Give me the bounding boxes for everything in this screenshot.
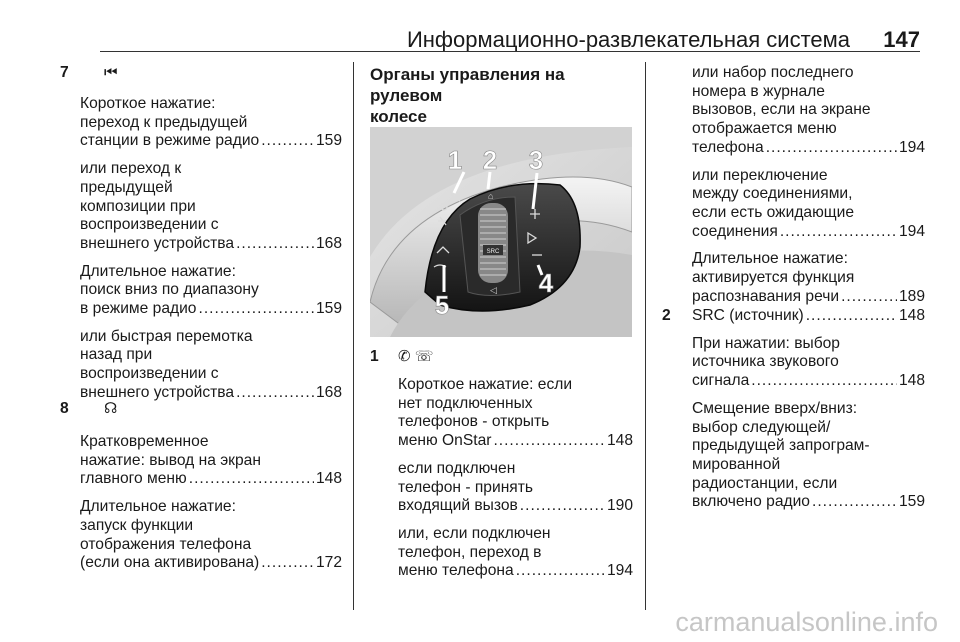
page-reference bbox=[398, 432, 633, 451]
ref-page: 148 bbox=[315, 470, 342, 488]
leader-dots bbox=[751, 372, 897, 391]
page-reference bbox=[80, 235, 342, 254]
callout-1: 1 bbox=[447, 145, 463, 175]
ref-text: внешнего устройства bbox=[80, 383, 235, 401]
leader-dots bbox=[806, 307, 897, 326]
item-number: 8 bbox=[60, 400, 69, 417]
voice-command-icon: ☊ bbox=[104, 400, 118, 417]
text-line: телефон, переход в bbox=[398, 543, 542, 561]
item-number: 7 bbox=[60, 64, 69, 81]
svg-text:◁: ◁ bbox=[490, 285, 497, 295]
ref-text: сигнала bbox=[692, 372, 750, 390]
ref-text: входящий вызов bbox=[398, 497, 518, 515]
ref-page: 148 bbox=[898, 372, 925, 390]
text-line: нет подключенных bbox=[398, 394, 533, 412]
ref-text: главного меню bbox=[80, 470, 187, 488]
page-reference bbox=[692, 372, 925, 391]
ref-text: меню телефона bbox=[398, 562, 514, 580]
text-line: телефонов - открыть bbox=[398, 413, 550, 431]
page-reference bbox=[692, 493, 925, 512]
ref-page: 159 bbox=[898, 493, 925, 511]
callout-3: 3 bbox=[528, 145, 544, 175]
text-line: или быстрая перемотка bbox=[80, 327, 253, 345]
chapter-title: Информационно-развлекательная система bbox=[406, 27, 850, 52]
item-7-description bbox=[80, 95, 342, 403]
page-reference bbox=[692, 307, 925, 326]
phone-icon: ✆ ☏ bbox=[398, 348, 434, 365]
text-line: поиск вниз по диапазону bbox=[80, 281, 259, 299]
ref-text: SRC (источник) bbox=[692, 307, 804, 324]
text-line: предыдущей запрограм- bbox=[692, 437, 870, 455]
ref-page: 148 bbox=[898, 307, 925, 324]
text-line: отображается меню bbox=[692, 120, 837, 138]
steering-wheel-illustration bbox=[370, 127, 632, 337]
callout-5: 5 bbox=[434, 290, 450, 320]
ref-page: 168 bbox=[315, 383, 342, 401]
leader-dots bbox=[493, 432, 605, 451]
callout-2: 2 bbox=[482, 145, 498, 175]
text-line: номера в журнале bbox=[692, 82, 825, 100]
page-reference bbox=[80, 132, 342, 151]
text-line: композиции при bbox=[80, 197, 196, 215]
text-line: Короткое нажатие: если bbox=[398, 376, 573, 393]
text-line: или переход к bbox=[80, 160, 182, 178]
heading-line: Органы управления на рулевом bbox=[370, 65, 565, 105]
leader-dots bbox=[520, 497, 605, 516]
text-line: Длительное нажатие: bbox=[80, 498, 236, 516]
heading-line: колесе bbox=[370, 107, 427, 126]
ref-page: 148 bbox=[606, 432, 633, 450]
text-line: воспроизведении с bbox=[80, 365, 219, 383]
leader-dots bbox=[516, 562, 605, 581]
item-2-description bbox=[692, 307, 925, 512]
ref-page: 194 bbox=[898, 138, 925, 156]
text-line: если есть ожидающие bbox=[692, 203, 854, 221]
text-line: отображения телефона bbox=[80, 535, 252, 553]
text-line: предыдущей bbox=[80, 178, 173, 196]
ref-text: соединения bbox=[692, 222, 778, 240]
text-line: вызовов, если на экране bbox=[692, 101, 871, 119]
ref-page: 159 bbox=[315, 132, 342, 150]
section-heading bbox=[370, 64, 640, 127]
text-line: Длительное нажатие: bbox=[692, 250, 848, 268]
leader-dots bbox=[841, 288, 897, 307]
svg-text:SRC: SRC bbox=[486, 249, 500, 255]
text-line: Кратковременное bbox=[80, 433, 209, 450]
ref-page: 168 bbox=[315, 234, 342, 252]
leader-dots bbox=[261, 554, 314, 573]
text-line: нажатие: вывод на экран bbox=[80, 451, 261, 469]
leader-dots bbox=[236, 384, 314, 403]
column-divider bbox=[353, 62, 354, 610]
svg-text:⌂: ⌂ bbox=[488, 191, 494, 201]
ref-text: телефона bbox=[692, 138, 764, 156]
ref-text: в режиме радио bbox=[80, 300, 197, 318]
ref-page: 190 bbox=[606, 497, 633, 515]
previous-track-icon: ⏮ bbox=[104, 64, 118, 81]
page-reference bbox=[80, 470, 342, 489]
page-header bbox=[0, 0, 960, 50]
watermark-brand: carmanualsonline.info bbox=[675, 607, 938, 637]
page-reference bbox=[692, 223, 925, 242]
text-line: назад при bbox=[80, 346, 153, 364]
ref-page: 172 bbox=[315, 554, 342, 572]
ref-text: станции в режиме радио bbox=[80, 132, 260, 150]
item-1-continued bbox=[692, 64, 925, 306]
text-line: Короткое нажатие: bbox=[80, 95, 216, 112]
ref-page: 159 bbox=[315, 300, 342, 318]
text-line: если подключен bbox=[398, 459, 516, 477]
item-number: 2 bbox=[662, 307, 671, 324]
header-rule bbox=[100, 51, 920, 52]
page-reference bbox=[80, 554, 342, 573]
text-line: или набор последнего bbox=[692, 64, 854, 81]
text-line: При нажатии: выбор bbox=[692, 334, 840, 352]
item-number: 1 bbox=[370, 348, 379, 365]
text-line: мированной bbox=[692, 455, 781, 473]
text-line: выбор следующей/ bbox=[692, 418, 831, 436]
leader-dots bbox=[812, 493, 897, 512]
page-number: 147 bbox=[883, 27, 920, 52]
text-line: Смещение вверх/вниз: bbox=[692, 399, 858, 417]
page-reference bbox=[398, 562, 633, 581]
steering-wheel-drawing bbox=[370, 127, 632, 337]
leader-dots bbox=[236, 235, 314, 254]
leader-dots bbox=[261, 132, 314, 151]
ref-text: внешнего устройства bbox=[80, 234, 235, 252]
ref-text: включено радио bbox=[692, 493, 810, 511]
ref-text: (если она активирована) bbox=[80, 554, 260, 572]
callout-4: 4 bbox=[538, 268, 554, 298]
leader-dots bbox=[189, 470, 314, 489]
page-reference bbox=[692, 288, 925, 307]
page-reference bbox=[80, 300, 342, 319]
text-line: источника звукового bbox=[692, 353, 839, 371]
text-line: или, если подключен bbox=[398, 524, 551, 542]
column-divider bbox=[645, 62, 646, 610]
page-reference bbox=[692, 139, 925, 158]
ref-text: меню OnStar bbox=[398, 432, 492, 450]
ref-text: распознавания речи bbox=[692, 287, 840, 305]
text-line: активируется функция bbox=[692, 269, 855, 287]
leader-dots bbox=[780, 223, 897, 242]
text-line: радиостанции, если bbox=[692, 474, 838, 492]
item-1-description bbox=[398, 376, 633, 581]
page-reference bbox=[398, 497, 633, 516]
text-line: воспроизведении с bbox=[80, 216, 219, 234]
ref-page: 189 bbox=[898, 287, 925, 305]
text-line: между соединениями, bbox=[692, 185, 853, 203]
ref-page: 194 bbox=[898, 222, 925, 240]
text-line: переход к предыдущей bbox=[80, 113, 248, 131]
ref-page: 194 bbox=[606, 562, 633, 580]
text-line: Длительное нажатие: bbox=[80, 262, 236, 280]
item-8-description bbox=[80, 433, 342, 573]
leader-dots bbox=[766, 139, 897, 158]
page-reference bbox=[80, 384, 342, 403]
leader-dots bbox=[198, 300, 313, 319]
text-line: или переключение bbox=[692, 166, 828, 184]
text-line: телефон - принять bbox=[398, 478, 534, 496]
text-line: запуск функции bbox=[80, 516, 194, 534]
